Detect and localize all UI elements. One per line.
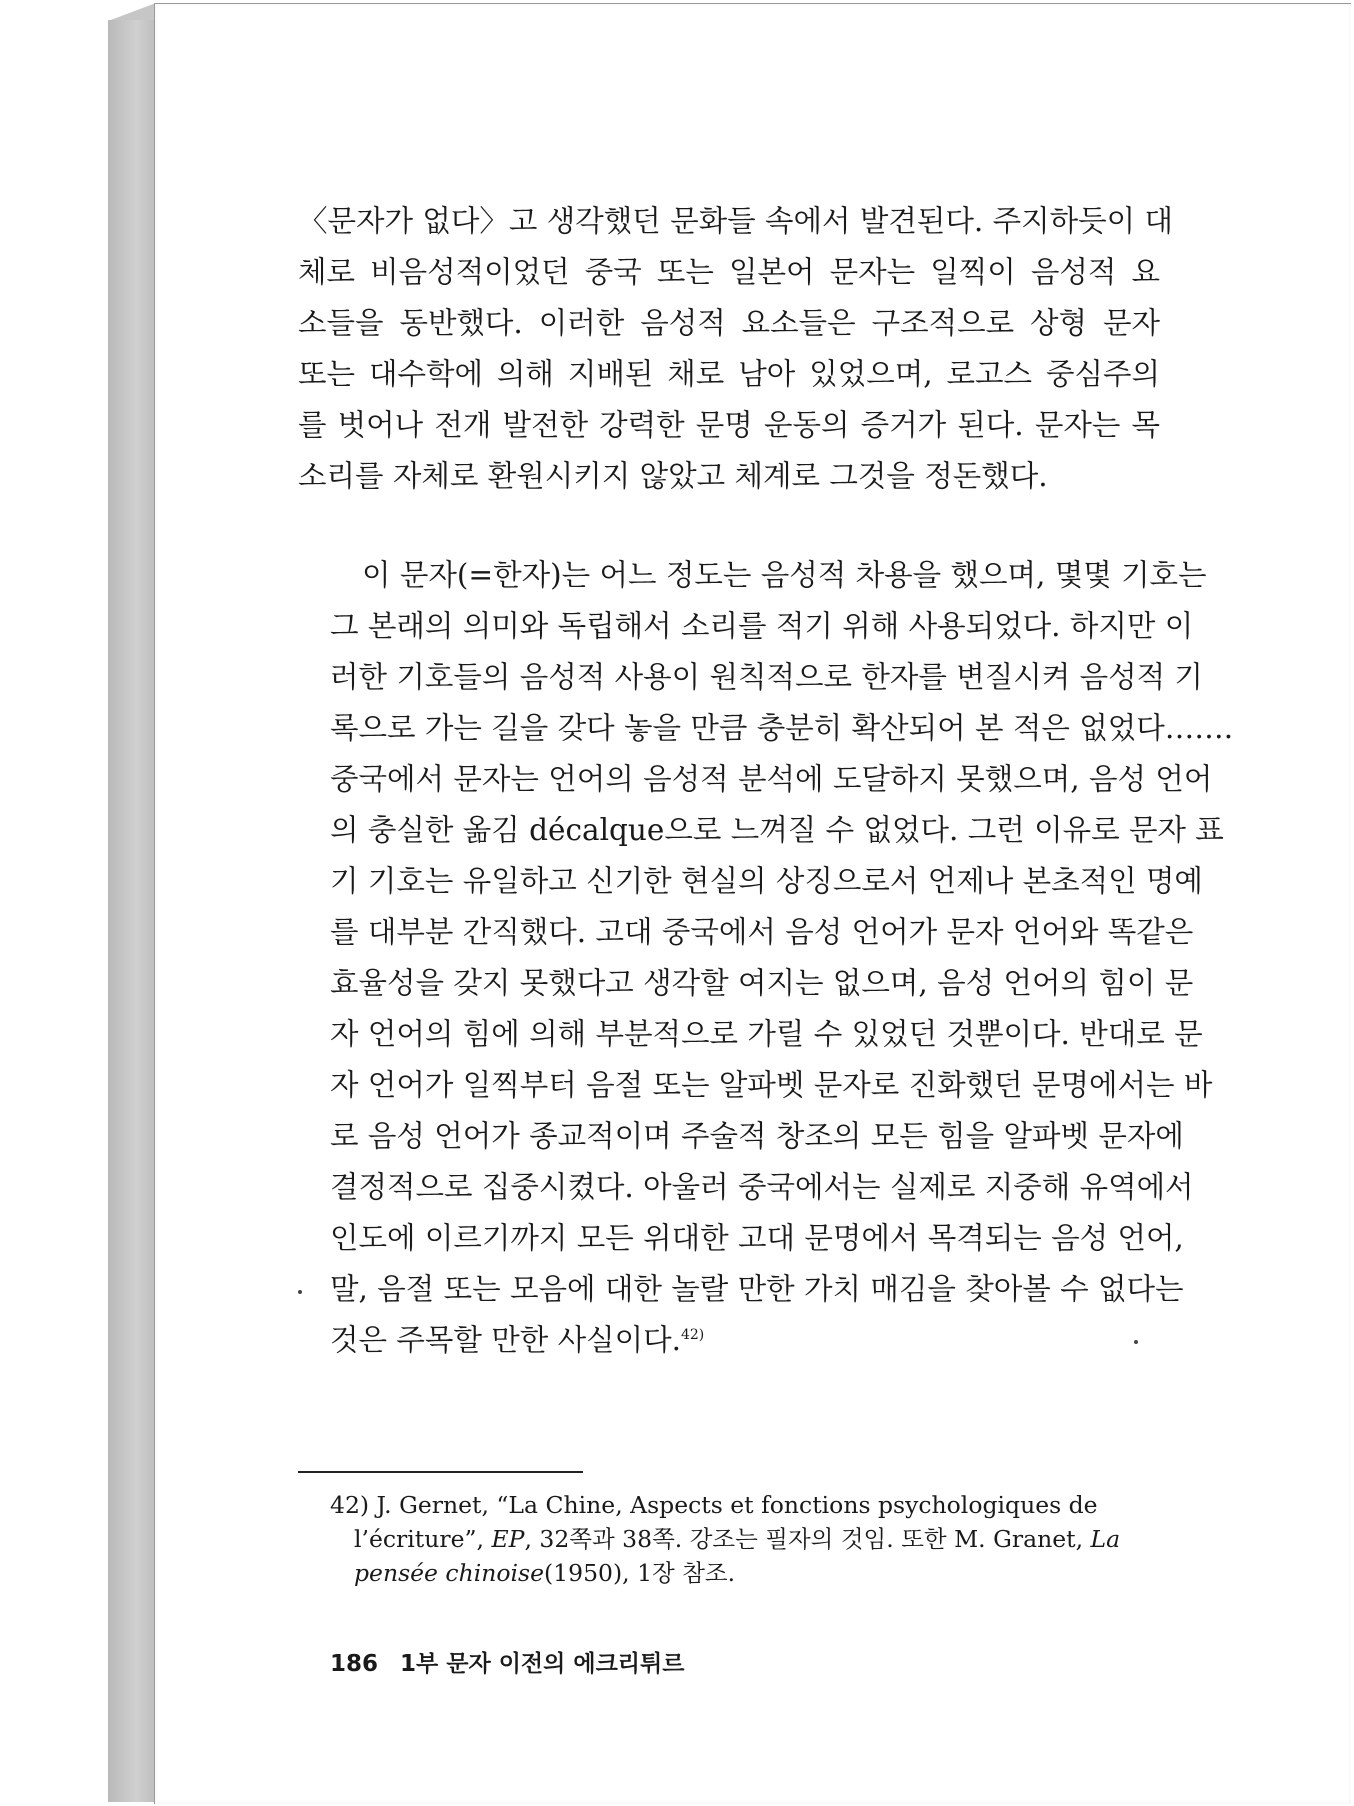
- text-line: 중국에서 문자는 언어의 음성적 분석에 도달하지 못했으며, 음성 언어: [330, 762, 1213, 796]
- text-line: [298, 1315, 1160, 1366]
- text-line: 기 기호는 유일하고 신기한 현실의 상징으로서 언제나 본초적인 명예: [330, 864, 1203, 898]
- text-line: 결정적으로 집중시켰다. 아울러 중국에서는 실제로 지중해 유역에서: [330, 1170, 1194, 1204]
- footnote-italic: pensée chinoise: [354, 1559, 545, 1587]
- footnote-italic: La: [1090, 1525, 1121, 1553]
- text-line: 이 문자(=한자)는 어느 정도는 음성적 차용을 했으며, 몇몇 기호는: [362, 558, 1207, 592]
- footnote-text: (1950), 1장 참조.: [544, 1559, 736, 1587]
- text-line: 록으로 가는 길을 갖다 놓을 만큼 충분히 확산되어 본 적은 없었다…….: [330, 711, 1234, 745]
- text-line: 자 언어의 힘에 의해 부분적으로 가릴 수 있었던 것뿐이다. 반대로 문: [330, 1017, 1203, 1051]
- text-line: 소들을 동반했다. 이러한 음성적 요소들은 구조적으로 상형 문자: [298, 306, 1160, 340]
- text-line: 효율성을 갖지 못했다고 생각할 여지는 없으며, 음성 언어의 힘이 문: [330, 966, 1194, 1000]
- running-title: 1부 문자 이전의 에크리튀르: [400, 1651, 685, 1677]
- footnote-line: [330, 1556, 1160, 1590]
- scan-speck: [298, 1290, 302, 1294]
- footnote-text: , 32쪽과 38쪽. 강조는 필자의 것임. 또한 M. Granet,: [524, 1525, 1091, 1553]
- text-line: 〈문자가 없다〉고 생각했던 문화들 속에서 발견된다. 주지하듯이 대: [298, 204, 1173, 238]
- text-line: 소리를 자체로 환원시키지 않았고 체계로 그것을 정돈했다.: [298, 459, 1048, 493]
- text-line: 를 벗어나 전개 발전한 강력한 문명 운동의 증거가 된다. 문자는 목: [298, 408, 1160, 442]
- text-line: 자 언어가 일찍부터 음절 또는 알파벳 문자로 진화했던 문명에서는 바: [330, 1068, 1213, 1102]
- footnote-italic: EP: [491, 1525, 525, 1553]
- scan-speck: [1134, 1340, 1138, 1344]
- running-footer: [330, 1645, 684, 1678]
- block-quote: [330, 550, 1234, 1366]
- text-line: 그 본래의 의미와 독립해서 소리를 적기 위해 사용되었다. 하지만 이: [330, 609, 1194, 643]
- text-line: 체로 비음성적이었던 중국 또는 일본어 문자는 일찍이 음성적 요: [298, 255, 1160, 289]
- text-line: 인도에 이르기까지 모든 위대한 고대 문명에서 목격되는 음성 언어,: [330, 1221, 1184, 1255]
- footnote: [330, 1488, 1160, 1590]
- text-line-content: 것은 주목할 만한 사실이다.: [330, 1323, 681, 1357]
- text-line: 로 음성 언어가 종교적이며 주술적 창조의 모든 힘을 알파벳 문자에: [330, 1119, 1184, 1153]
- text-line: 의 충실한 옮김 décalque으로 느껴질 수 없었다. 그런 이유로 문자 표: [330, 813, 1224, 847]
- footnote-text: l’écriture”,: [354, 1525, 492, 1553]
- footnote-divider: [298, 1471, 583, 1473]
- page-number: 186: [330, 1651, 379, 1677]
- text-line: 또는 대수학에 의해 지배된 채로 남아 있었으며, 로고스 중심주의: [298, 357, 1160, 391]
- book-spine: [108, 20, 156, 1802]
- footnote-line: 42) J. Gernet, “La Chine, Aspects et fonctions psychologiques de: [330, 1491, 1098, 1519]
- text-line: 러한 기호들의 음성적 사용이 원칙적으로 한자를 변질시켜 음성적 기: [330, 660, 1203, 694]
- footnote-line: [330, 1522, 1160, 1556]
- footnote-reference[interactable]: 42): [680, 1327, 705, 1344]
- text-line: 말, 음절 또는 모음에 대한 놀랄 만한 가치 매김을 찾아볼 수 없다는: [330, 1272, 1184, 1306]
- paragraph-1: [298, 196, 1173, 502]
- book-spine-top: [108, 3, 156, 21]
- text-line: 를 대부분 간직했다. 고대 중국에서 음성 언어가 문자 언어와 똑같은: [330, 915, 1194, 949]
